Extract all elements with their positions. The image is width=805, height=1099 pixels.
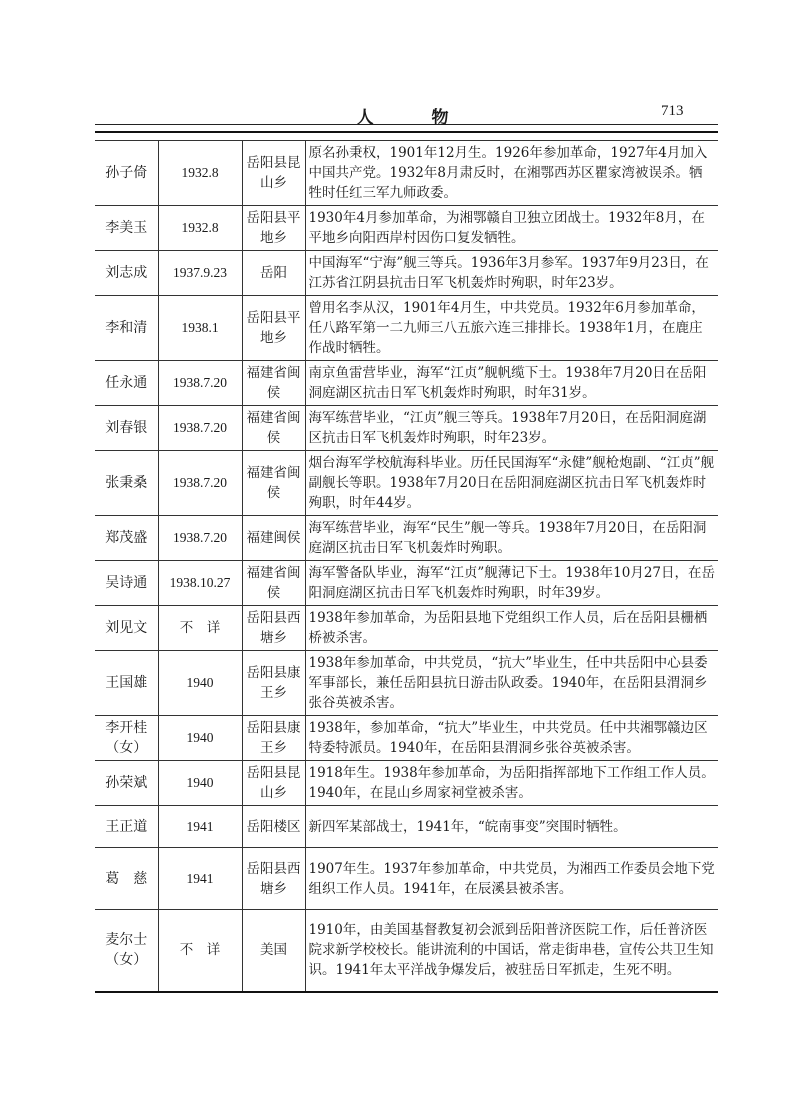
birthplace: 岳阳县昆山乡 [242,141,305,206]
table-row [95,516,718,561]
person-name: 葛 慈 [95,848,158,910]
birthplace: 岳阳县西塘乡 [242,606,305,651]
person-name: 王国雄 [95,651,158,716]
biography: 1938年，参加革命，“抗大”毕业生，中共党员。任中共湘鄂赣边区特委特派员。1940年，在岳阳县渭洞乡张谷英被杀害。 [305,716,718,761]
table-row [95,848,718,910]
biography: 海军练营毕业，海军“民生”舰一等兵。1938年7月20日，在岳阳洞庭湖区抗击日军飞机轰炸时殉职。 [305,516,718,561]
death-date: 不 详 [158,910,242,992]
person-name: 刘见文 [95,606,158,651]
biography: 原名孙秉权，1901年12月生。1926年参加革命，1927年4月加入中国共产党。1932年8月肃反时，在湘鄂西苏区瞿家湾被误杀。牺牲时任红三军九师政委。 [305,141,718,206]
birthplace: 岳阳县康王乡 [242,651,305,716]
death-date: 1932.8 [158,141,242,206]
birthplace: 福建省闽侯 [242,451,305,516]
death-date: 1938.1 [158,296,242,361]
person-name: 孙子倚 [95,141,158,206]
table-row [95,406,718,451]
biography: 海军警备队毕业，海军“江贞”舰薄记下士。1938年10月27日，在岳阳洞庭湖区抗击日军飞机轰炸时殉职，时年39岁。 [305,561,718,606]
birthplace: 美国 [242,910,305,992]
person-name: 李开桂（女） [95,716,158,761]
death-date: 1940 [158,716,242,761]
table-row [95,361,718,406]
death-date: 1938.7.20 [158,361,242,406]
biography: 1938年参加革命，中共党员，“抗大”毕业生，任中共岳阳中心县委军事部长，兼任岳阳县抗日游击队政委。1940年，在岳阳县渭洞乡张谷英被杀害。 [305,651,718,716]
table-row [95,761,718,806]
birthplace: 福建省闽侯 [242,361,305,406]
person-name: 王正道 [95,806,158,848]
person-name: 李美玉 [95,206,158,251]
death-date: 1938.10.27 [158,561,242,606]
header-rule-thick [95,131,718,133]
birthplace: 岳阳县平地乡 [242,206,305,251]
birthplace: 福建省闽侯 [242,406,305,451]
table-row [95,206,718,251]
biography: 烟台海军学校航海科毕业。历任民国海军“永健”舰枪炮副、“江贞”舰副舰长等职。1938年7月20日在岳阳洞庭湖区抗击日军飞机轰炸时殉职，时年44岁。 [305,451,718,516]
person-name: 吴诗通 [95,561,158,606]
table-row [95,296,718,361]
birthplace: 福建闽侯 [242,516,305,561]
martyrs-table [95,140,718,993]
biography: 海军练营毕业，“江贞”舰三等兵。1938年7月20日，在岳阳洞庭湖区抗击日军飞机轰炸时殉职，时年23岁。 [305,406,718,451]
biography: 中国海军“宁海”舰三等兵。1936年3月参军。1937年9月23日，在江苏省江阴县抗击日军飞机轰炸时殉职，时年23岁。 [305,251,718,296]
table-row [95,561,718,606]
person-name: 任永通 [95,361,158,406]
person-name: 孙荣斌 [95,761,158,806]
birthplace: 岳阳楼区 [242,806,305,848]
death-date: 1941 [158,806,242,848]
person-name: 郑茂盛 [95,516,158,561]
death-date: 1938.7.20 [158,516,242,561]
table-row [95,606,718,651]
biography: 1910年，由美国基督教复初会派到岳阳普济医院工作，后任普济医院求新学校校长。能讲流利的中国话，常走街串巷，宣传公共卫生知识。1941年太平洋战争爆发后，被驻岳日军抓走，生死不明。 [305,910,718,992]
page-number: 713 [661,103,684,119]
person-name: 李和清 [95,296,158,361]
person-name: 麦尔士（女） [95,910,158,992]
biography: 1918年生。1938年参加革命，为岳阳指挥部地下工作组工作人员。1940年，在昆山乡周家祠堂被杀害。 [305,761,718,806]
table-row [95,251,718,296]
table-row [95,910,718,992]
biography: 1938年参加革命，为岳阳县地下党组织工作人员，后在岳阳县栅栖桥被杀害。 [305,606,718,651]
birthplace: 岳阳县昆山乡 [242,761,305,806]
table-row [95,141,718,206]
person-name: 张秉桑 [95,451,158,516]
death-date: 不 详 [158,606,242,651]
birthplace: 岳阳县康王乡 [242,716,305,761]
birthplace: 岳阳县平地乡 [242,296,305,361]
biography: 南京鱼雷营毕业，海军“江贞”舰帆缆下士。1938年7月20日在岳阳洞庭湖区抗击日军飞机轰炸时殉职，时年31岁。 [305,361,718,406]
death-date: 1940 [158,651,242,716]
biography: 新四军某部战士，1941年，“皖南事变”突围时牺牲。 [305,806,718,848]
biography: 曾用名李从汉，1901年4月生，中共党员。1932年6月参加革命，任八路军第一二九师三八五旅六连三排排长。1938年1月，在鹿庄作战时牺牲。 [305,296,718,361]
person-name: 刘春银 [95,406,158,451]
biography: 1930年4月参加革命，为湘鄂赣自卫独立团战士。1932年8月，在平地乡向阳西岸村因伤口复发牺牲。 [305,206,718,251]
birthplace: 岳阳县西塘乡 [242,848,305,910]
table-row [95,651,718,716]
death-date: 1941 [158,848,242,910]
table-row [95,806,718,848]
page-title: 人 物 [356,108,475,128]
person-name: 刘志成 [95,251,158,296]
death-date: 1932.8 [158,206,242,251]
death-date: 1937.9.23 [158,251,242,296]
header-rule-thin [95,124,718,125]
birthplace: 岳阳 [242,251,305,296]
birthplace: 福建省闽侯 [242,561,305,606]
table-row [95,451,718,516]
death-date: 1940 [158,761,242,806]
death-date: 1938.7.20 [158,451,242,516]
biography: 1907年生。1937年参加革命，中共党员，为湘西工作委员会地下党组织工作人员。1941年，在辰溪县被杀害。 [305,848,718,910]
death-date: 1938.7.20 [158,406,242,451]
table-row [95,716,718,761]
